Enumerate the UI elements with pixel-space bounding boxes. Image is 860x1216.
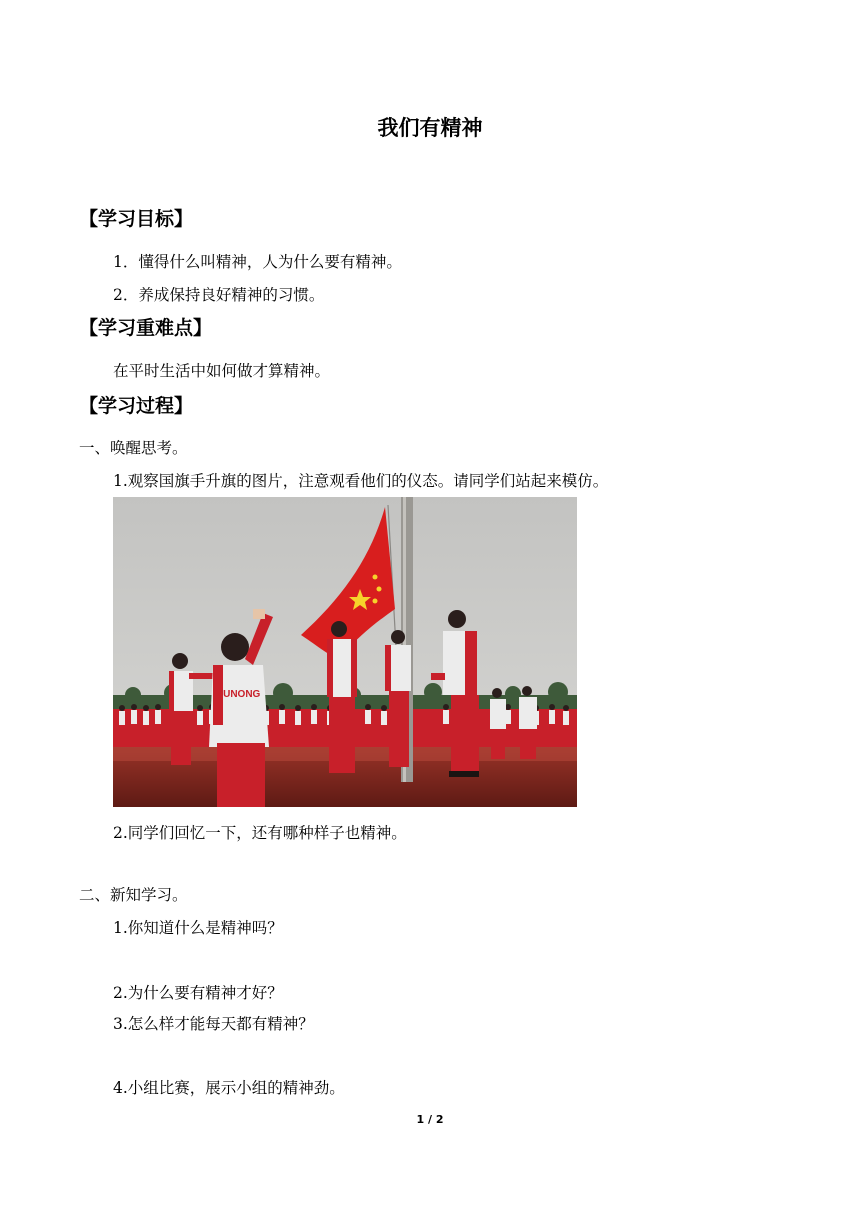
page-title: 我们有精神: [377, 116, 483, 140]
part1-heading: 一、唤醒思考。: [79, 439, 188, 457]
part2-item-3: 3.怎么样才能每天都有精神？: [113, 1015, 314, 1033]
flag-raiser-middle: [327, 621, 357, 773]
goal-item-1: 1．懂得什么叫精神，人为什么要有精神。: [113, 253, 402, 271]
key-points-text: 在平时生活中如何做才算精神。: [113, 362, 331, 380]
part2-item-2: 2.为什么要有精神才好？: [113, 984, 283, 1002]
part2-heading: 二、新知学习。: [79, 886, 188, 904]
page-number: 1 / 2: [416, 1113, 444, 1126]
part1-item-1: 1.观察国旗手升旗的图片，注意观看他们的仪态。请同学们站起来模仿。: [113, 472, 609, 490]
section-heading-process: 【学习过程】: [79, 395, 194, 417]
flag-raising-photo: [113, 497, 577, 807]
section-heading-key-points: 【学习重难点】: [79, 317, 213, 339]
part1-item-2: 2.同学们回忆一下，还有哪种样子也精神。: [113, 824, 407, 842]
goal-item-2: 2．养成保持良好精神的习惯。: [113, 286, 325, 304]
section-heading-goals: 【学习目标】: [79, 208, 194, 230]
part2-item-4: 4.小组比赛，展示小组的精神劲。: [113, 1079, 345, 1097]
jacket-text: ZUNONG: [217, 689, 261, 700]
part2-item-1: 1.你知道什么是精神吗？: [113, 919, 283, 937]
